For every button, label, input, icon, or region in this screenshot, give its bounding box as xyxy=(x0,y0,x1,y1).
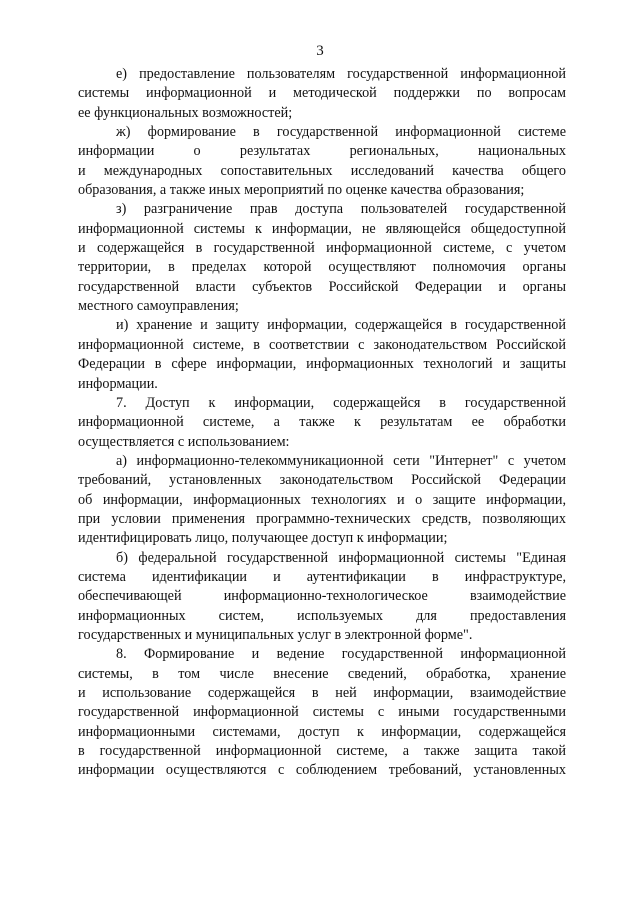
text-line: об информации, информационных технологиях и о защите информации, xyxy=(78,491,566,508)
text-line: и международных сопоставительных исследований качества общего xyxy=(78,162,566,179)
text-line: информационной системе, а также к результатам ее обработки xyxy=(78,414,566,431)
paragraph xyxy=(78,123,566,200)
text-line: государственной власти субъектов Российской Федерации и органы xyxy=(78,278,566,295)
text-line: Федерации в сфере информации, информационных технологий и защиты xyxy=(78,356,566,373)
text-line: системы, в том числе внесение сведений, обработка, хранение xyxy=(78,665,566,682)
paragraph xyxy=(78,394,566,452)
text-line: а) информационно-телекоммуникационной сети "Интернет" с учетом xyxy=(116,452,566,469)
paragraph xyxy=(78,316,566,393)
text-line: 7. Доступ к информации, содержащейся в государственной xyxy=(116,394,566,411)
text-line: системы информационной и методической поддержки по вопросам xyxy=(78,85,566,102)
text-line: система идентификации и аутентификации в инфраструктуре, xyxy=(78,568,566,585)
text-line: местного самоуправления; xyxy=(78,298,239,315)
text-line: информационными системами, доступ к информации, содержащейся xyxy=(78,723,566,740)
text-line: з) разграничение прав доступа пользователей государственной xyxy=(116,201,566,218)
paragraph xyxy=(78,200,566,316)
text-line: информационной системы к информации, не являющейся общедоступной xyxy=(78,220,566,237)
text-line: 8. Формирование и ведение государственной информационной xyxy=(116,646,566,663)
text-line: информации о результатах региональных, национальных xyxy=(78,143,566,160)
text-line: обеспечивающей информационно-технологическое взаимодействие xyxy=(78,588,566,605)
text-line: и содержащейся в государственной информационной системе, с учетом xyxy=(78,240,566,257)
text-line: информации осуществляются с соблюдением требований, установленных xyxy=(78,762,566,779)
text-line: осуществляется с использованием: xyxy=(78,433,290,450)
paragraph xyxy=(78,452,566,549)
paragraph xyxy=(78,549,566,646)
page-number: 3 xyxy=(316,43,324,59)
text-line: информационной системе, в соответствии с законодательством Российской xyxy=(78,336,566,353)
paragraph xyxy=(78,65,566,123)
text-line: требований, установленных законодательством Российской Федерации xyxy=(78,472,566,489)
text-line: образования, а также иных мероприятий по оценке качества образования; xyxy=(78,182,525,199)
text-line: и использование содержащейся в ней информации, взаимодействие xyxy=(78,685,566,701)
text-line: в государственной информационной системе, а также защита такой xyxy=(78,743,566,760)
text-line: государственной информационной системы с иными государственными xyxy=(78,704,566,721)
text-line: территории, в пределах которой осуществляют полномочия органы xyxy=(78,259,566,276)
text-line: идентифицировать лицо, получающее доступ к информации; xyxy=(78,530,448,547)
text-line: ж) формирование в государственной информационной системе xyxy=(116,124,566,141)
text-line: государственных и муниципальных услуг в электронной форме". xyxy=(78,626,473,643)
paragraph xyxy=(78,645,566,780)
text-line: при условии применения программно-технических средств, позволяющих xyxy=(78,510,566,527)
document-body xyxy=(78,65,566,781)
text-line: е) предоставление пользователям государственной информационной xyxy=(116,66,566,82)
text-line: б) федеральной государственной информационной системы "Единая xyxy=(116,549,566,566)
text-line: ее функциональных возможностей; xyxy=(78,104,293,121)
text-line: и) хранение и защиту информации, содержащейся в государственной xyxy=(116,317,566,334)
text-line: информации. xyxy=(78,375,158,392)
text-line: информационных систем, используемых для предоставления xyxy=(78,607,566,624)
